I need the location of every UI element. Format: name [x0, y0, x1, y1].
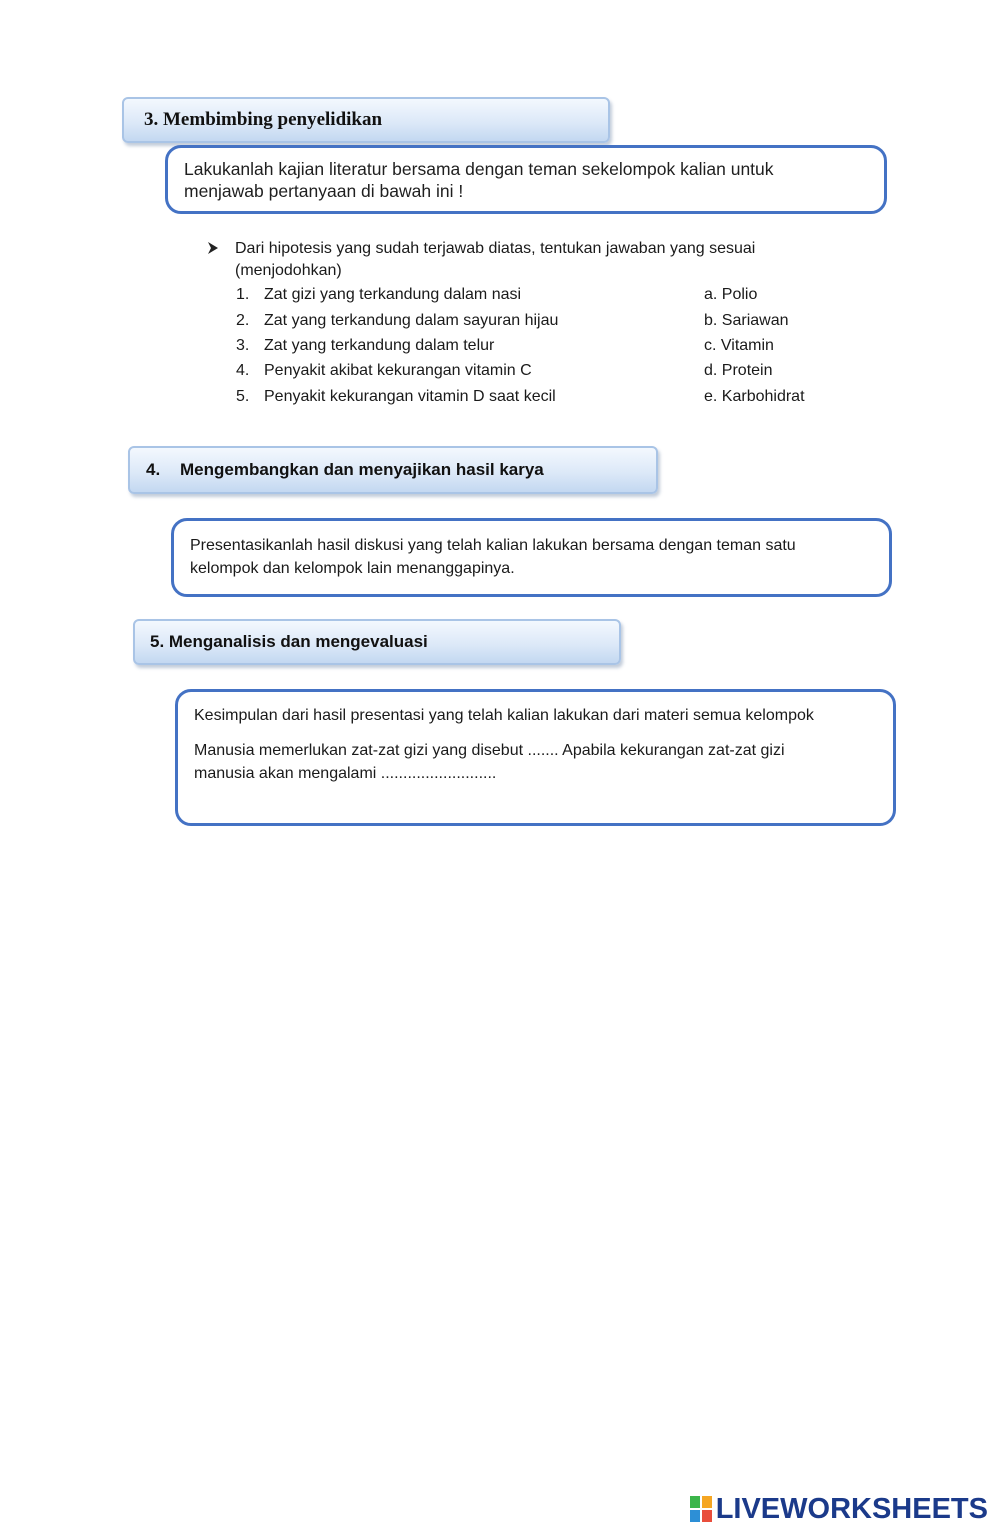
answer-option: d. Protein	[704, 362, 773, 379]
bullet-arrow-icon	[206, 241, 220, 255]
item-number: 1.	[236, 286, 250, 303]
conclusion-fill-in: Manusia memerlukan zat-zat gizi yang disebut ....... Apabila kekurangan zat-zat gizi manusia akan mengalami ..........................	[194, 742, 785, 782]
section4-instruction: Presentasikanlah hasil diskusi yang telah kalian lakukan bersama dengan teman satu kelompok dan kelompok lain menanggapinya.	[190, 537, 796, 577]
answer-option: b. Sariawan	[704, 312, 789, 329]
conclusion-prompt: Kesimpulan dari hasil presentasi yang telah kalian lakukan dari materi semua kelompok	[194, 707, 814, 724]
liveworksheets-logo-icon	[690, 1496, 712, 1522]
section3-heading: 3. Membimbing penyelidikan	[144, 109, 383, 130]
logo-text: LIVEWORKSHEETS	[715, 1492, 988, 1525]
question-text: Penyakit akibat kekurangan vitamin C	[264, 362, 532, 379]
section5-banner	[133, 619, 621, 665]
section3-instruction-box	[165, 145, 887, 214]
section4-heading: Mengembangkan dan menyajikan hasil karya	[180, 460, 544, 479]
item-number: 3.	[236, 337, 250, 354]
section4-number: 4.	[146, 460, 161, 479]
question-text: Zat gizi yang terkandung dalam nasi	[264, 286, 522, 303]
section4-instruction-box	[171, 518, 892, 597]
section3-instruction: Lakukanlah kajian literatur bersama dengan teman sekelompok kalian untuk menjawab pertanyaan di bawah ini !	[184, 159, 774, 201]
section3-banner	[122, 97, 610, 143]
answer-option: c. Vitamin	[704, 337, 774, 354]
section5-conclusion-box	[175, 689, 896, 826]
answer-option: e. Karbohidrat	[704, 388, 805, 405]
item-number: 4.	[236, 362, 250, 379]
matching-instruction: Dari hipotesis yang sudah terjawab diatas, tentukan jawaban yang sesuai (menjodohkan)	[235, 240, 756, 279]
question-text: Zat yang terkandung dalam telur	[264, 337, 495, 354]
question-text: Penyakit kekurangan vitamin D saat kecil	[264, 388, 556, 405]
section5-heading: 5. Menganalisis dan mengevaluasi	[150, 632, 428, 651]
item-number: 2.	[236, 312, 250, 329]
answer-option: a. Polio	[704, 286, 758, 303]
section4-banner	[128, 446, 658, 494]
item-number: 5.	[236, 388, 250, 405]
question-text: Zat yang terkandung dalam sayuran hijau	[264, 312, 559, 329]
liveworksheets-logo	[690, 1492, 988, 1526]
